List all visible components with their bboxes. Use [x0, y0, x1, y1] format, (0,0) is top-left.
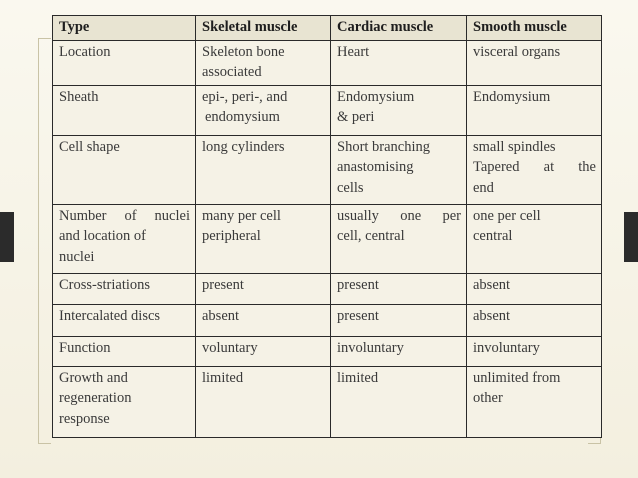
cell-smooth: one per cell central: [467, 204, 602, 273]
cell-cardiac: involuntary: [331, 336, 467, 366]
decorative-tab-left: [0, 212, 14, 262]
cell-smooth: visceral organs: [467, 40, 602, 85]
header-skeletal-muscle: Skeletal muscle: [196, 16, 331, 41]
table-row-sheath: [53, 85, 602, 135]
cell-smooth: Endomysium: [467, 85, 602, 135]
cell-cardiac: present: [331, 304, 467, 336]
table-row-intercalated-discs: [53, 304, 602, 336]
cell-cardiac: usually one per cell, central: [331, 204, 467, 273]
cell-type: Growth and regeneration response: [53, 366, 196, 437]
cell-type: Location: [53, 40, 196, 85]
table-row-function: [53, 336, 602, 366]
cell-cardiac: limited: [331, 366, 467, 437]
cell-skeletal: present: [196, 273, 331, 304]
cell-smooth: absent: [467, 304, 602, 336]
cell-skeletal: epi-, peri-, and endomysium: [196, 85, 331, 135]
table-row-growth-regeneration: [53, 366, 602, 437]
header-cardiac-muscle: Cardiac muscle: [331, 16, 467, 41]
table-row-location: [53, 40, 602, 85]
cell-type: Cell shape: [53, 135, 196, 204]
muscle-comparison-table: [52, 15, 602, 438]
table-header-row: [53, 16, 602, 41]
cell-skeletal: absent: [196, 304, 331, 336]
cell-skeletal: many per cell peripheral: [196, 204, 331, 273]
cell-cardiac: Heart: [331, 40, 467, 85]
decorative-tab-right: [624, 212, 638, 262]
cell-smooth: absent: [467, 273, 602, 304]
cell-type: Intercalated discs: [53, 304, 196, 336]
cell-skeletal: voluntary: [196, 336, 331, 366]
cell-cardiac: Endomysium & peri: [331, 85, 467, 135]
decorative-frame-left: [38, 38, 51, 444]
cell-type: Function: [53, 336, 196, 366]
header-type: Type: [53, 16, 196, 41]
cell-smooth: unlimited from other: [467, 366, 602, 437]
table-row-cross-striations: [53, 273, 602, 304]
cell-skeletal: Skeleton bone associated: [196, 40, 331, 85]
header-smooth-muscle: Smooth muscle: [467, 16, 602, 41]
cell-cardiac: Short branching anastomising cells: [331, 135, 467, 204]
table-row-nuclei: [53, 204, 602, 273]
cell-skeletal: limited: [196, 366, 331, 437]
cell-skeletal: long cylinders: [196, 135, 331, 204]
cell-smooth: small spindles Tapered at the end: [467, 135, 602, 204]
table-row-cell-shape: [53, 135, 602, 204]
cell-type: Cross-striations: [53, 273, 196, 304]
cell-type: Sheath: [53, 85, 196, 135]
cell-type: Number of nuclei and location of nuclei: [53, 204, 196, 273]
cell-smooth: involuntary: [467, 336, 602, 366]
cell-cardiac: present: [331, 273, 467, 304]
